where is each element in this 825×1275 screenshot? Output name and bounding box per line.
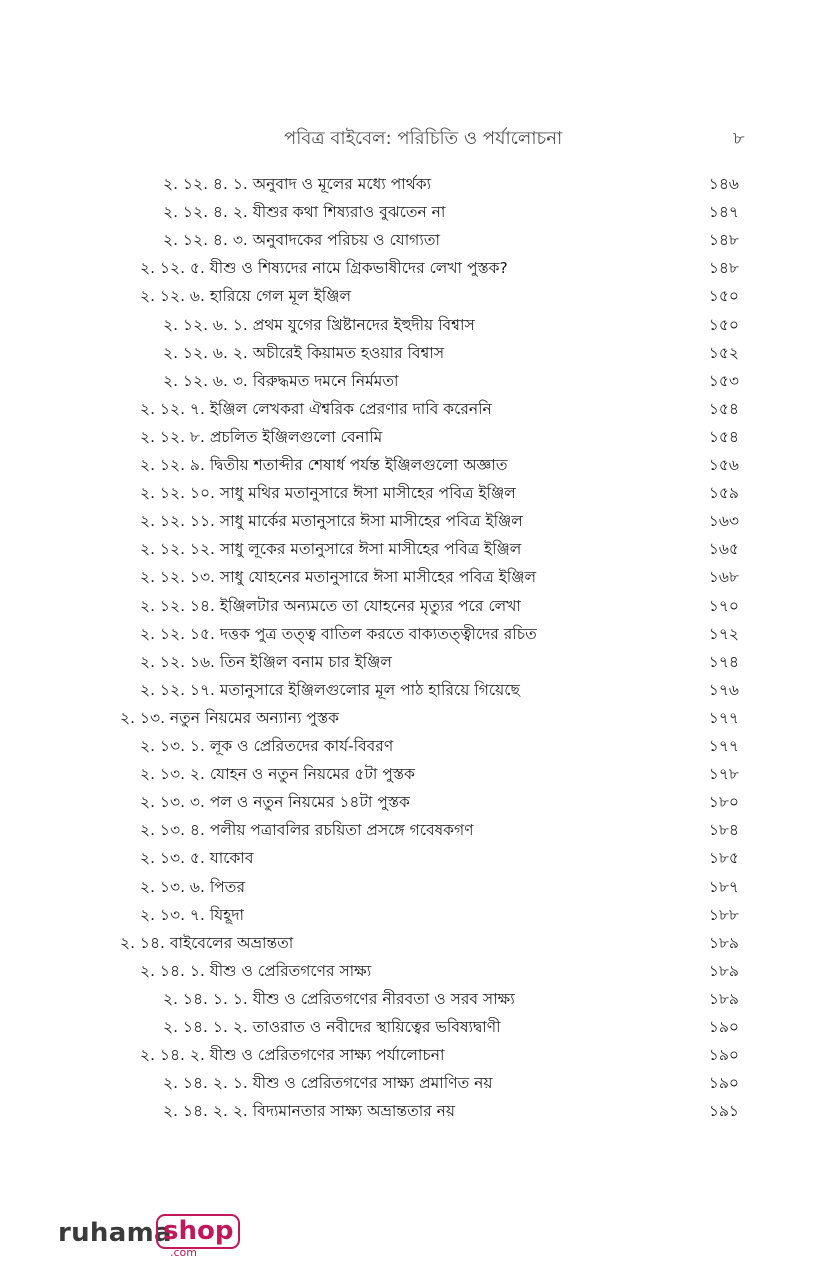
- watermark-shop-text: shop: [163, 1216, 234, 1246]
- toc-entry-title: ২. ১৩. ২. যোহন ও নতুন নিয়মের ৫টা পুস্তক: [140, 765, 415, 784]
- toc-entry-page-number: ১৮৯: [708, 933, 739, 952]
- toc-entry: [0, 704, 825, 732]
- toc-entry: [0, 282, 825, 310]
- toc-entry-title: ২. ১২. ৪. ১. অনুবাদ ও মূলের মধ্যে পার্থক্য: [163, 175, 432, 193]
- toc-entry: [0, 254, 825, 282]
- toc-entry-page-number: ১৫৯: [708, 484, 739, 503]
- toc-entry-page-number: ১৪৭: [708, 203, 739, 222]
- toc-entry-page-number: ১৭৮: [708, 765, 739, 784]
- toc-entry-page-number: ১৭৭: [708, 737, 739, 755]
- toc-entry-title: ২. ১৪. বাইবেলের অভ্রান্ততা: [120, 933, 294, 952]
- toc-entry-title: ২. ১৪. ২. যীশু ও প্রেরিতগণের সাক্ষ্য পর্যালোচনা: [140, 1046, 445, 1065]
- toc-entry-title: ২. ১২. ৬. হারিয়ে গেল মূল ইঞ্জিল: [140, 287, 352, 306]
- toc-entry-title: ২. ১২. ১৪. ইঞ্জিলটার অন্যমতে তা যোহনের মৃত্যুর পরে লেখা: [140, 596, 521, 615]
- toc-entry: [0, 760, 825, 788]
- toc-entry-page-number: ১৯০: [708, 1018, 739, 1036]
- toc-entry-title: ২. ১৩. ৪. পলীয় পত্রাবলির রচয়িতা প্রসঙ্গে গবেষকগণ: [140, 821, 474, 840]
- toc-entry-page-number: ১৪৮: [708, 259, 739, 278]
- toc-entry-title: ২. ১২. ১২. সাধু লূকের মতানুসারে ঈসা মাসীহের পবিত্র ইঞ্জিল: [140, 540, 522, 559]
- toc-entry: [0, 816, 825, 844]
- toc-entry-page-number: ১৮৮: [708, 905, 739, 924]
- toc-entry-page-number: ১৮৯: [708, 989, 739, 1008]
- toc-entry-title: ২. ১৪. ২. ১. যীশু ও প্রেরিতগণের সাক্ষ্য প্রমাণিত নয়: [163, 1074, 493, 1093]
- toc-entry-page-number: ১৬৮: [708, 568, 739, 587]
- toc-entry-page-number: ১৭৭: [708, 708, 739, 727]
- toc-entry: [0, 1069, 825, 1097]
- toc-entry-page-number: ১৫০: [708, 287, 739, 306]
- toc-entry: [0, 648, 825, 676]
- toc-entry-page-number: ১৬৩: [708, 512, 739, 531]
- watermark-domain-text: .com: [170, 1246, 197, 1259]
- toc-entry-title: ২. ১২. ১১. সাধু মার্কের মতানুসারে ঈসা মাসীহের পবিত্র ইঞ্জিল: [140, 512, 523, 531]
- toc-entry-page-number: ১৭৪: [708, 652, 739, 671]
- toc-entry: [0, 507, 825, 535]
- toc-entry: [0, 170, 825, 198]
- toc-entry-page-number: ১৫৪: [708, 399, 739, 418]
- toc-entry-page-number: ১৪৮: [708, 231, 739, 250]
- toc-entry: [0, 226, 825, 254]
- watermark-shop-badge: [156, 1214, 240, 1249]
- toc-entry: [0, 198, 825, 226]
- toc-entry-title: ২. ১২. ৫. যীশু ও শিষ্যদের নামে গ্রিকভাষীদের লেখা পুস্তক?: [140, 259, 508, 278]
- toc-entry-page-number: ১৮০: [708, 793, 739, 812]
- toc-entry-title: ২. ১৩. ৫. যাকোব: [140, 849, 254, 868]
- toc-entry: [0, 423, 825, 451]
- toc-entry-title: ২. ১২. ১৩. সাধু যোহনের মতানুসারে ঈসা মাসীহের পবিত্র ইঞ্জিল: [140, 568, 537, 587]
- toc-entry-page-number: ১৪৬: [708, 175, 739, 193]
- toc-entry: [0, 1041, 825, 1069]
- toc-entry-title: ২. ১২. ১৭. মতানুসারে ইঞ্জিলগুলোর মূল পাঠ হারিয়ে গিয়েছে: [140, 680, 520, 699]
- toc-entry-title: ২. ১৪. ২. ২. বিদ্যমানতার সাক্ষ্য অভ্রান্ততার নয়: [163, 1102, 456, 1121]
- toc-entry-title: ২. ১২. ৬. ৩. বিরুদ্ধমত দমনে নির্মমতা: [163, 371, 399, 390]
- toc-entry: [0, 311, 825, 339]
- toc-entry: [0, 676, 825, 704]
- toc-entry: [0, 563, 825, 591]
- toc-entry-title: ২. ১৩. ১. লূক ও প্রেরিতদের কার্য-বিবরণ: [140, 737, 394, 755]
- toc-entry: [0, 788, 825, 816]
- toc-entry-page-number: ১৭০: [708, 596, 739, 615]
- watermark-brand-text: ruhama: [58, 1218, 172, 1248]
- toc-entry-title: ২. ১৩. নতুন নিয়মের অন্যান্য পুস্তক: [120, 708, 339, 727]
- toc-entry: [0, 451, 825, 479]
- toc-entry-title: ২. ১২. ৪. ৩. অনুবাদকের পরিচয় ও যোগ্যতা: [163, 231, 440, 250]
- toc-entry-title: ২. ১২. ৭. ইঞ্জিল লেখকরা ঐশ্বরিক প্রেরণার দাবি করেননি: [140, 399, 492, 418]
- toc-entry-page-number: ১৯০: [708, 1046, 739, 1065]
- toc-entry: [0, 901, 825, 929]
- toc-entry-page-number: ১৫০: [708, 315, 739, 334]
- toc-entry: [0, 339, 825, 367]
- toc-entry-title: ২. ১৩. ৬. পিতর: [140, 877, 245, 896]
- page-header: [0, 124, 825, 148]
- page-number: ৮: [733, 128, 745, 149]
- toc-entry-page-number: ১৬৫: [708, 540, 739, 559]
- toc-entry-title: ২. ১৪. ১. ১. যীশু ও প্রেরিতগণের নীরবতা ও সরব সাক্ষ্য: [163, 989, 515, 1008]
- toc-entry-page-number: ১৮৪: [708, 821, 739, 840]
- toc-entry: [0, 732, 825, 760]
- toc-entry-title: ২. ১২. ৬. ২. অচীরেই কিয়ামত হওয়ার বিশ্বাস: [163, 343, 445, 362]
- toc-entry-title: ২. ১৩. ৩. পল ও নতুন নিয়মের ১৪টা পুস্তক: [140, 793, 410, 812]
- running-title: পবিত্র বাইবেল: পরিচিতি ও পর্যালোচনা: [284, 128, 563, 149]
- toc-entry-page-number: ১৫২: [708, 343, 739, 362]
- toc-entry-title: ২. ১৪. ১. ২. তাওরাত ও নবীদের স্থায়িত্বের ভবিষ্যদ্বাণী: [163, 1018, 501, 1036]
- toc-entry-page-number: ১৮৭: [708, 877, 739, 896]
- toc-entry: [0, 844, 825, 872]
- toc-entry-title: ২. ১২. ৪. ২. যীশুর কথা শিষ্যরাও বুঝতেন না: [163, 203, 446, 222]
- toc-entry: [0, 873, 825, 901]
- toc-entry-title: ২. ১২. ৬. ১. প্রথম যুগের খ্রিষ্টানদের ইহুদীয় বিশ্বাস: [163, 315, 475, 334]
- toc-entry-title: ২. ১৪. ১. যীশু ও প্রেরিতগণের সাক্ষ্য: [140, 961, 372, 980]
- toc-entry-title: ২. ১২. ১৬. তিন ইঞ্জিল বনাম চার ইঞ্জিল: [140, 652, 392, 671]
- toc-entry: [0, 535, 825, 563]
- toc-entry-title: ২. ১৩. ৭. যিহূদা: [140, 905, 244, 924]
- toc-entry: [0, 479, 825, 507]
- toc-entry: [0, 620, 825, 648]
- toc-entry-title: ২. ১২. ৯. দ্বিতীয় শতাব্দীর শেষার্ধ পর্যন্ত ইঞ্জিলগুলো অজ্ঞাত: [140, 456, 508, 474]
- toc-entry: [0, 1013, 825, 1041]
- toc-entry-page-number: ১৫৬: [708, 456, 739, 474]
- toc-entry: [0, 592, 825, 620]
- toc-entry: [0, 367, 825, 395]
- toc-entry-page-number: ১৮৯: [708, 961, 739, 980]
- toc-entry: [0, 957, 825, 985]
- toc-entry-title: ২. ১২. ৮. প্রচলিত ইঞ্জিলগুলো বেনামি: [140, 427, 383, 446]
- toc-entry-page-number: ১৮৫: [708, 849, 739, 868]
- toc-entry-title: ২. ১২. ১৫. দত্তক পুত্র তত্ত্ব বাতিল করতে বাক্যতত্ত্বীদের রচিত: [140, 624, 537, 643]
- toc-entry-page-number: ১৫৪: [708, 427, 739, 446]
- toc-entry-page-number: ১৭২: [708, 624, 739, 643]
- toc-entry: [0, 1097, 825, 1125]
- toc-entry-page-number: ১৯০: [708, 1074, 739, 1093]
- toc-entry-page-number: ১৯১: [708, 1102, 739, 1121]
- toc-entry-page-number: ১৫৩: [708, 371, 739, 390]
- toc-entry: [0, 395, 825, 423]
- toc-entry: [0, 985, 825, 1013]
- toc-entry: [0, 929, 825, 957]
- toc-entry-page-number: ১৭৬: [708, 680, 739, 699]
- toc-entry-title: ২. ১২. ১০. সাধু মথির মতানুসারে ঈসা মাসীহের পবিত্র ইঞ্জিল: [140, 484, 516, 503]
